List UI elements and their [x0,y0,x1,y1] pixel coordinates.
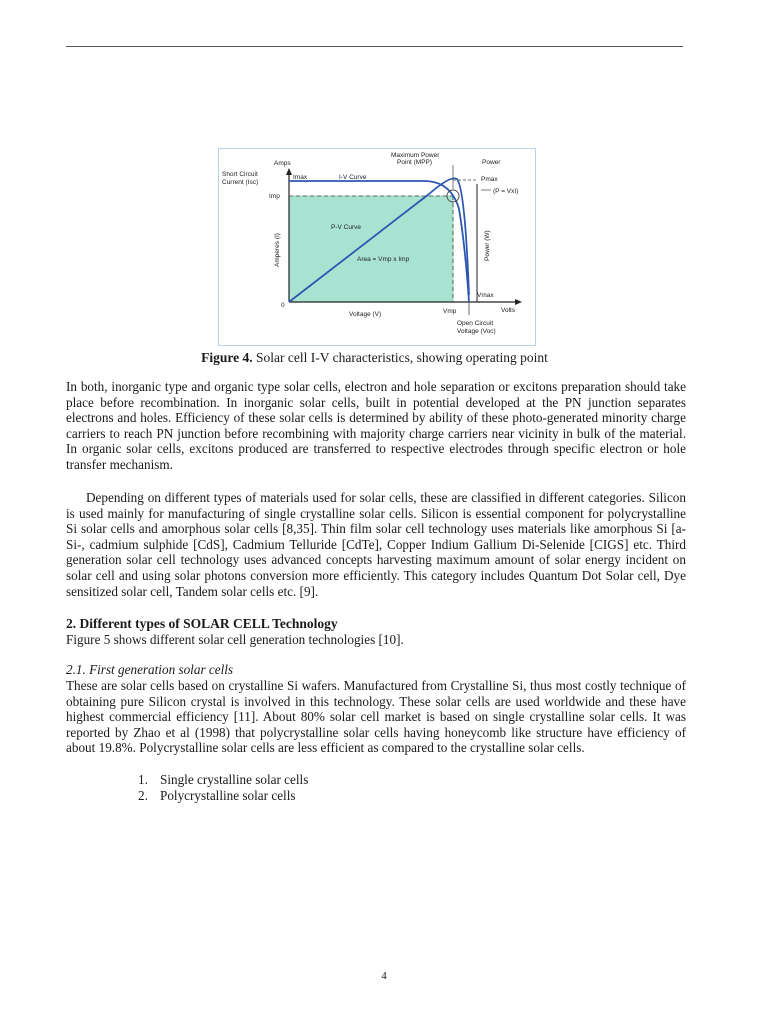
volts-label: Volts [501,307,516,314]
power-label: Power [482,159,501,166]
subsection-heading-first-generation: 2.1. First generation solar cells [66,662,234,677]
imax-label: Imax [293,174,308,181]
paragraph-first-generation: These are solar cells based on crystalline Si wafers. Manufactured from Crystalline Si, thus most costly technique of obtaining pure Silicon crystal is involved in this technology. These solar cells are used worldwide and these have highest commercial efficiency [11]. About 80% solar cell market is based on single crystalline solar cells. It was reported by Zhao et al (1998) that polycrystalline solar cells having honeycomb like structure have efficiency of about 19.8%. Polycrystalline solar cells are less efficient as compared to the crystalline solar cells. [66,678,686,756]
vmax-label: Vmax [477,292,494,299]
ocv-label-1: Open Circuit [457,320,494,327]
current-axis-arrow [286,168,292,175]
voltage-axis-label: Voltage (V) [349,311,382,318]
list-item-text: Single crystalline solar cells [160,772,309,787]
voltage-axis-arrow [515,299,522,305]
section-intro-line: Figure 5 shows different solar cell generation technologies [10]. [66,632,404,647]
imp-label: Imp [269,193,280,200]
iv-curve-diagram [219,149,535,345]
amperes-axis-label: Amperes (I) [274,233,281,267]
figure-caption [66,350,683,366]
iv-curve-label: I-V Curve [339,174,367,181]
pv-curve-label: P-V Curve [331,224,361,231]
list-item-number: 1. [138,772,148,787]
short-circuit-label-2: Current (Isc) [222,179,259,186]
origin-label: 0 [281,302,285,309]
paragraph-exciton-separation: In both, inorganic type and organic type solar cells, electron and hole separation or excitons preparation should take place before recombination. In inorganic solar cells, built in potential developed at the PN junction separates electrons and holes. Efficiency of these solar cells is determined by ability of these photo-generated minority charge carriers to reach PN junction before recombining with majority charge carriers near vicinity in bulk of the material. In organic solar cells, excitons produced are transferred to respective electrodes through specific electron or hole transfer mechanism. [66,379,686,472]
paragraph-material-categories: Depending on different types of materials used for solar cells, these are classified in different categories. Silicon is used mainly for manufacturing of single crystalline solar cells. Silicon is essential component for polycrystalline Si solar cells and amorphous solar cells [8,35]. Thin film solar cell technology uses materials like amorphous Si [a-Si-, cadmium sulphide [CdS], Cadmium Telluride [CdTe], Copper Indium Gallium Di-Selenide [CIGS] etc. Third generation solar cell technology uses advanced concepts harvesting maximum amount of solar energy incident on solar cell and using solar photons conversion more efficiently. This category includes Quantum Dot Solar cell, Dye sensitized solar cell, Tandem solar cells etc. [9]. [66,490,686,599]
mpp-label-1: Maximum Power [391,152,440,159]
amps-label: Amps [274,160,291,167]
pmax-label: Pmax [481,176,498,183]
ocv-label-2: Voltage (Voc) [457,328,496,335]
figure-caption-text: Solar cell I-V characteristics, showing operating point [252,350,548,365]
list-item-number: 2. [138,787,148,803]
list-item-text: Polycrystalline solar cells [160,787,296,803]
page-number: 4 [381,970,387,982]
short-circuit-label-1: Short Circuit [222,171,258,178]
area-label: Area = Vmp x Imp [357,256,410,263]
max-power-area [289,196,453,302]
header-rule [66,46,683,47]
list-item [138,788,308,804]
power-axis-label: Power (W) [484,230,491,261]
section-heading-solar-cell-technology: 2. Different types of SOLAR CELL Technology [66,616,338,631]
list-item [138,772,308,788]
iv-characteristics-figure [218,148,536,346]
cell-type-list [138,772,308,803]
figure-caption-label: Figure 4. [201,350,253,365]
vmp-label: Vmp [443,308,457,315]
power-equation-label: (P = VxI) [493,188,519,195]
mpp-label-2: Point (MPP) [397,159,433,166]
